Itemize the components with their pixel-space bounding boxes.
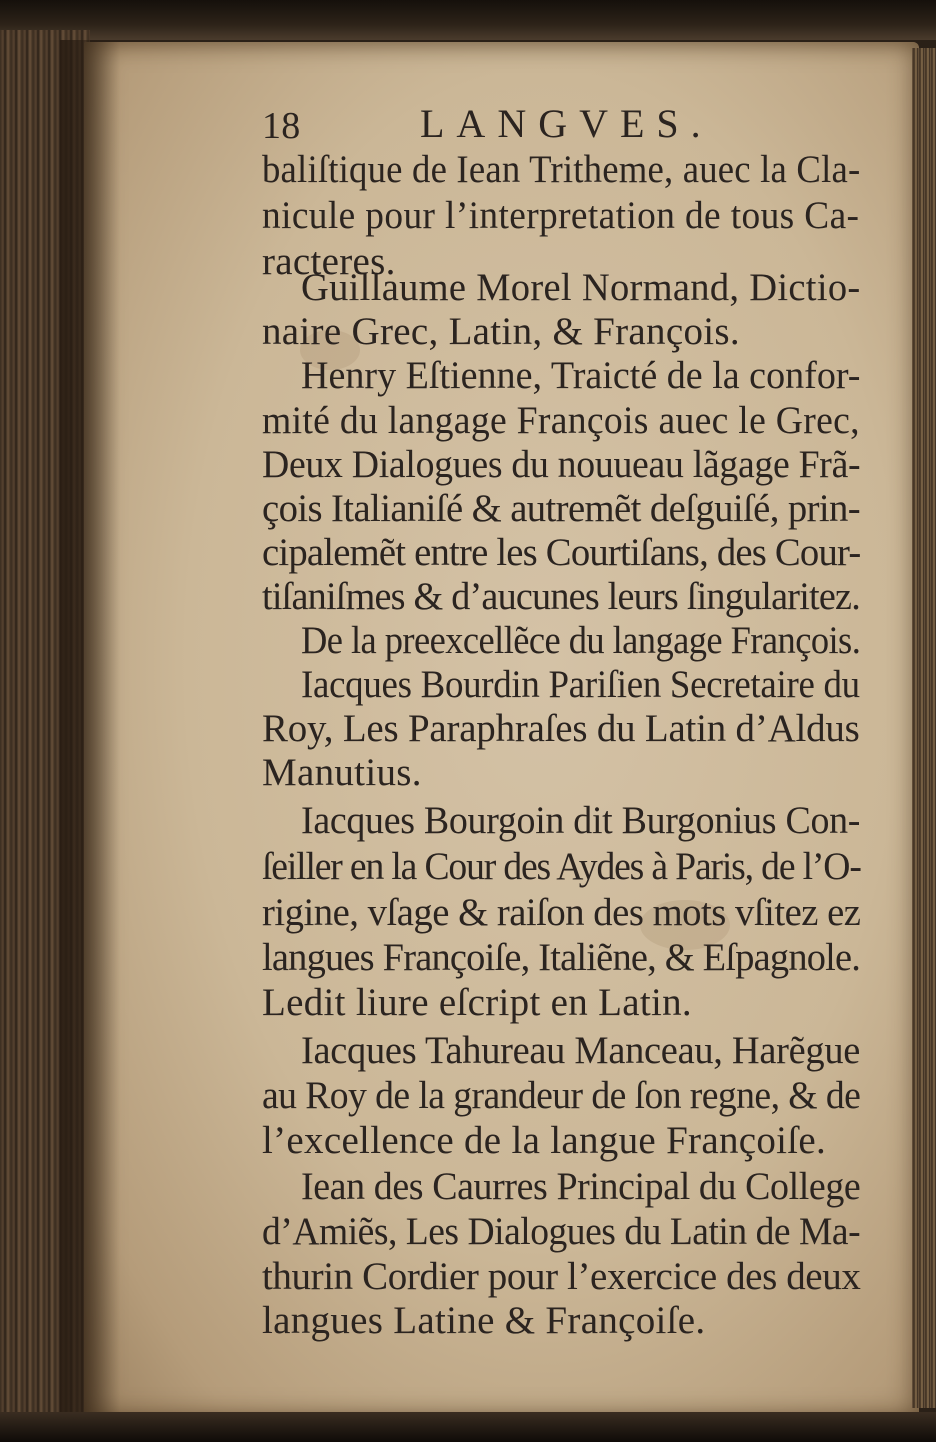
text-line: Guillaume Morel Normand, Dictio-: [301, 266, 861, 309]
text-line: nicule pour l’interpretation de tous Ca-: [262, 194, 860, 237]
text-line: De la preexcellẽce du langage François.: [301, 619, 861, 662]
text-line: thurin Cordier pour l’exercice des deux: [262, 1255, 861, 1298]
text-line: baliſtique de Iean Tritheme, auec la Cla-: [262, 148, 861, 191]
text-line: Manutius.: [262, 751, 422, 794]
text-line: çois Italianiſé & autremẽt deſguiſé, prin-: [262, 487, 861, 530]
text-line: langues Latine & Françoiſe.: [262, 1299, 706, 1342]
text-line: tiſaniſmes & d’aucunes leurs ſingularitez.: [262, 575, 860, 618]
text-line: Iacques Tahureau Manceau, Harẽgue: [301, 1029, 861, 1072]
text-line: l’excellence de la langue Françoiſe.: [262, 1119, 827, 1162]
text-line: mité du langage François auec le Grec,: [262, 399, 860, 442]
text-line: Roy, Les Paraphraſes du Latin d’Aldus: [262, 707, 860, 750]
text-line: Henry Eſtienne, Traicté de la confor-: [301, 354, 861, 397]
text-line: rigine, vſage & raiſon des mots vſitez ez: [262, 891, 861, 934]
text-line: langues Françoiſe, Italiẽne, & Eſpagnole.: [262, 936, 861, 979]
text-line: cipalemẽt entre les Courtiſans, des Cour-: [262, 531, 861, 574]
text-line: racteres.: [262, 240, 396, 283]
text-line: au Roy de la grandeur de ſon regne, & de: [262, 1074, 861, 1117]
page-number: 18: [262, 105, 301, 147]
text-line: Iacques Bourgoin dit Burgonius Con-: [301, 799, 861, 842]
text-line: naire Grec, Latin, & François.: [262, 310, 740, 353]
text-line: Deux Dialogues du nouueau lãgage Frã-: [262, 443, 861, 486]
text-line: Iacques Bourdin Pariſien Secretaire du: [301, 663, 860, 706]
text-line: ſeiller en la Cour des Aydes à Paris, de l’O-: [262, 845, 861, 888]
running-title: LANGVES.: [420, 101, 713, 146]
text-line: Ledit liure eſcript en Latin.: [262, 981, 692, 1024]
text-line: Iean des Caurres Principal du College: [301, 1165, 861, 1208]
text-line: d’Amiẽs, Les Dialogues du Latin de Ma-: [262, 1210, 861, 1253]
